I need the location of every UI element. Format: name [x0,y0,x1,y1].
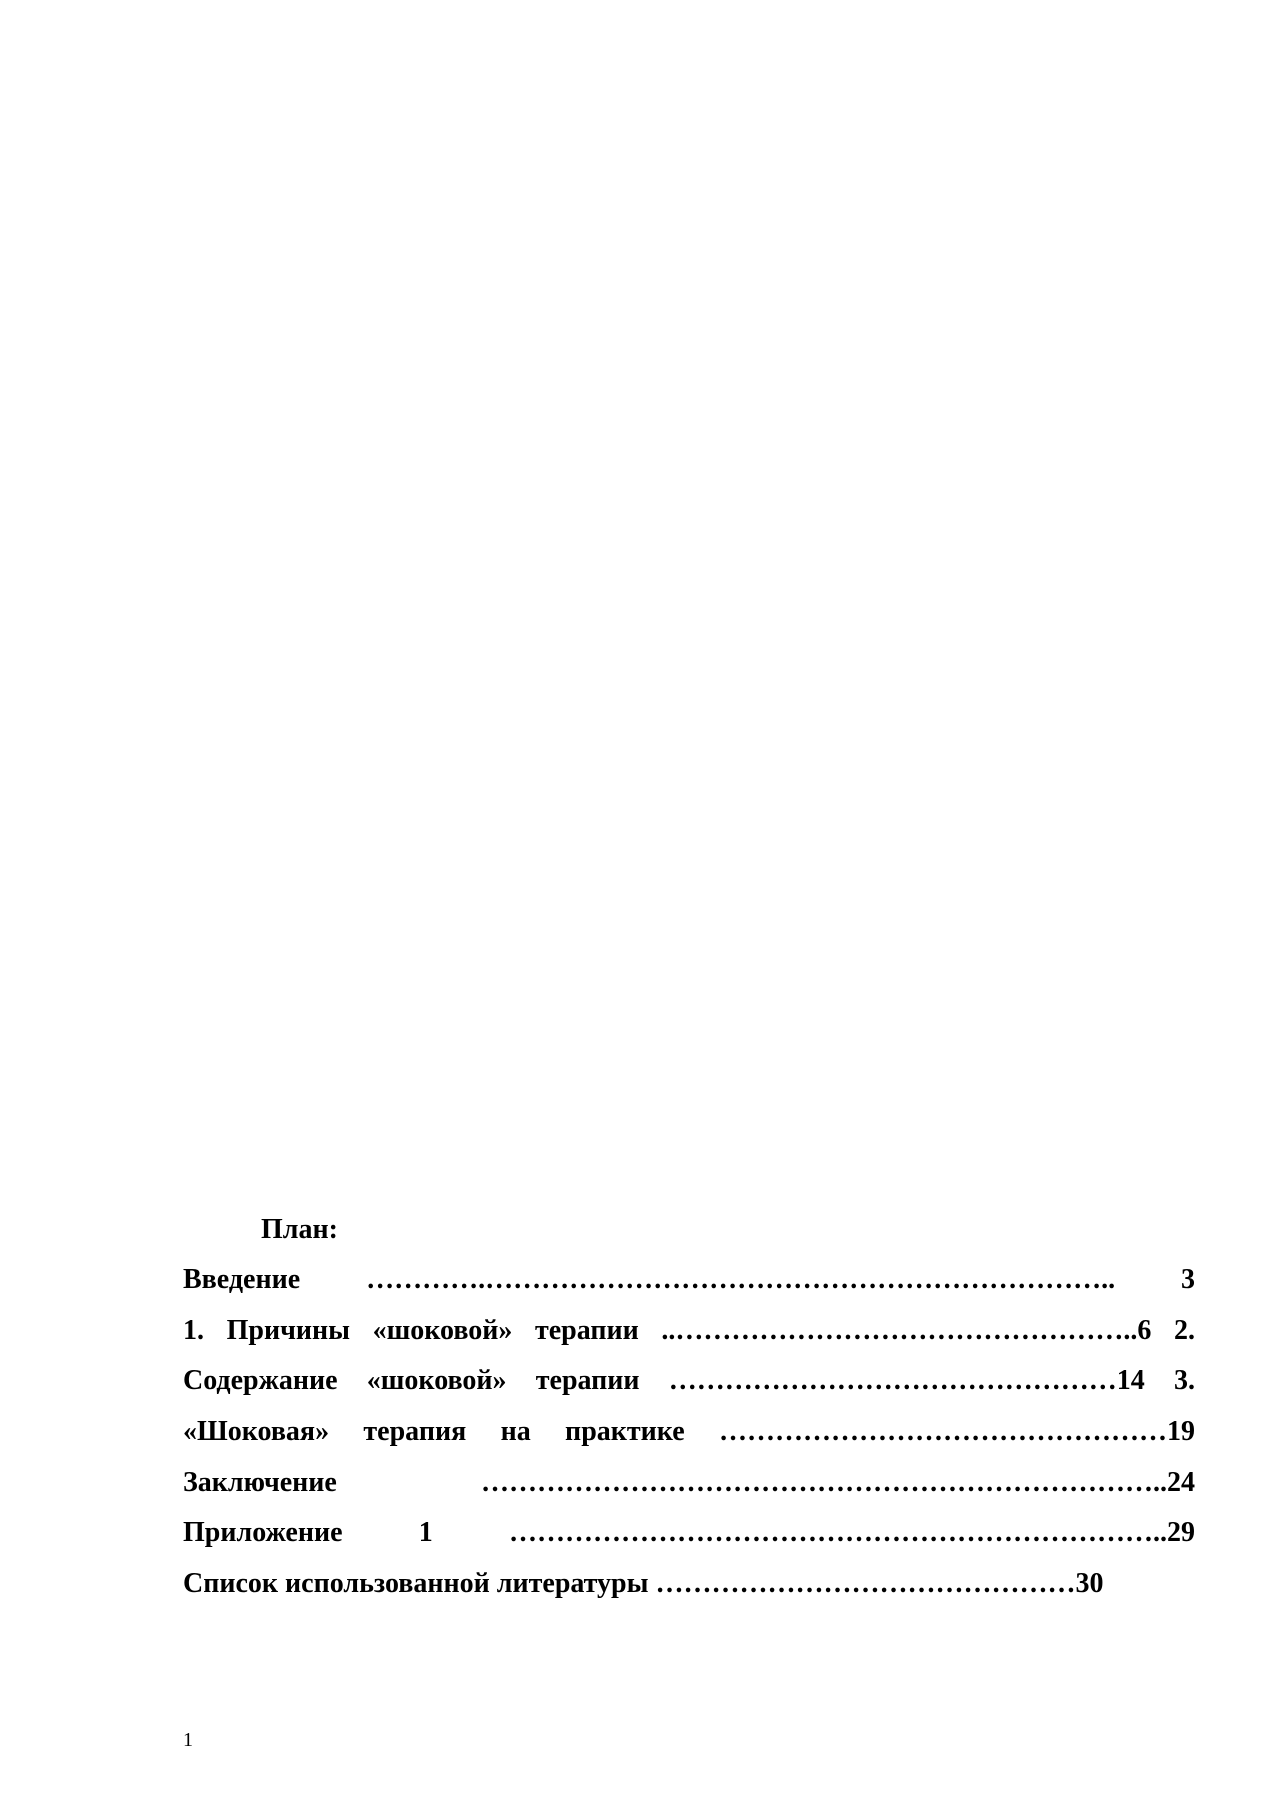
toc-line-practice: «Шоковая» терапия на практике …………………………………………19 [183,1416,1195,1448]
table-of-contents [183,1262,1195,1617]
toc-line-conclusion: Заключение ………………………………………………………………..24 [183,1466,1195,1498]
plan-title: План: [261,1214,338,1245]
toc-line-appendix: Приложение 1 ……………………………………………………………..29 [183,1517,1195,1549]
toc-line-content: Содержание «шоковой» терапии …………………………………………14 3. [183,1365,1195,1397]
page-number: 1 [183,1729,193,1751]
toc-line-bibliography: Список использованной литературы ………………………………………30 [183,1568,1104,1600]
toc-line-introduction: Введение ………….………………………………………………………….. 3 [183,1264,1195,1295]
toc-line-causes: 1. Причины «шоковой» терапии ..…………………………………………..6 2. [183,1314,1195,1346]
